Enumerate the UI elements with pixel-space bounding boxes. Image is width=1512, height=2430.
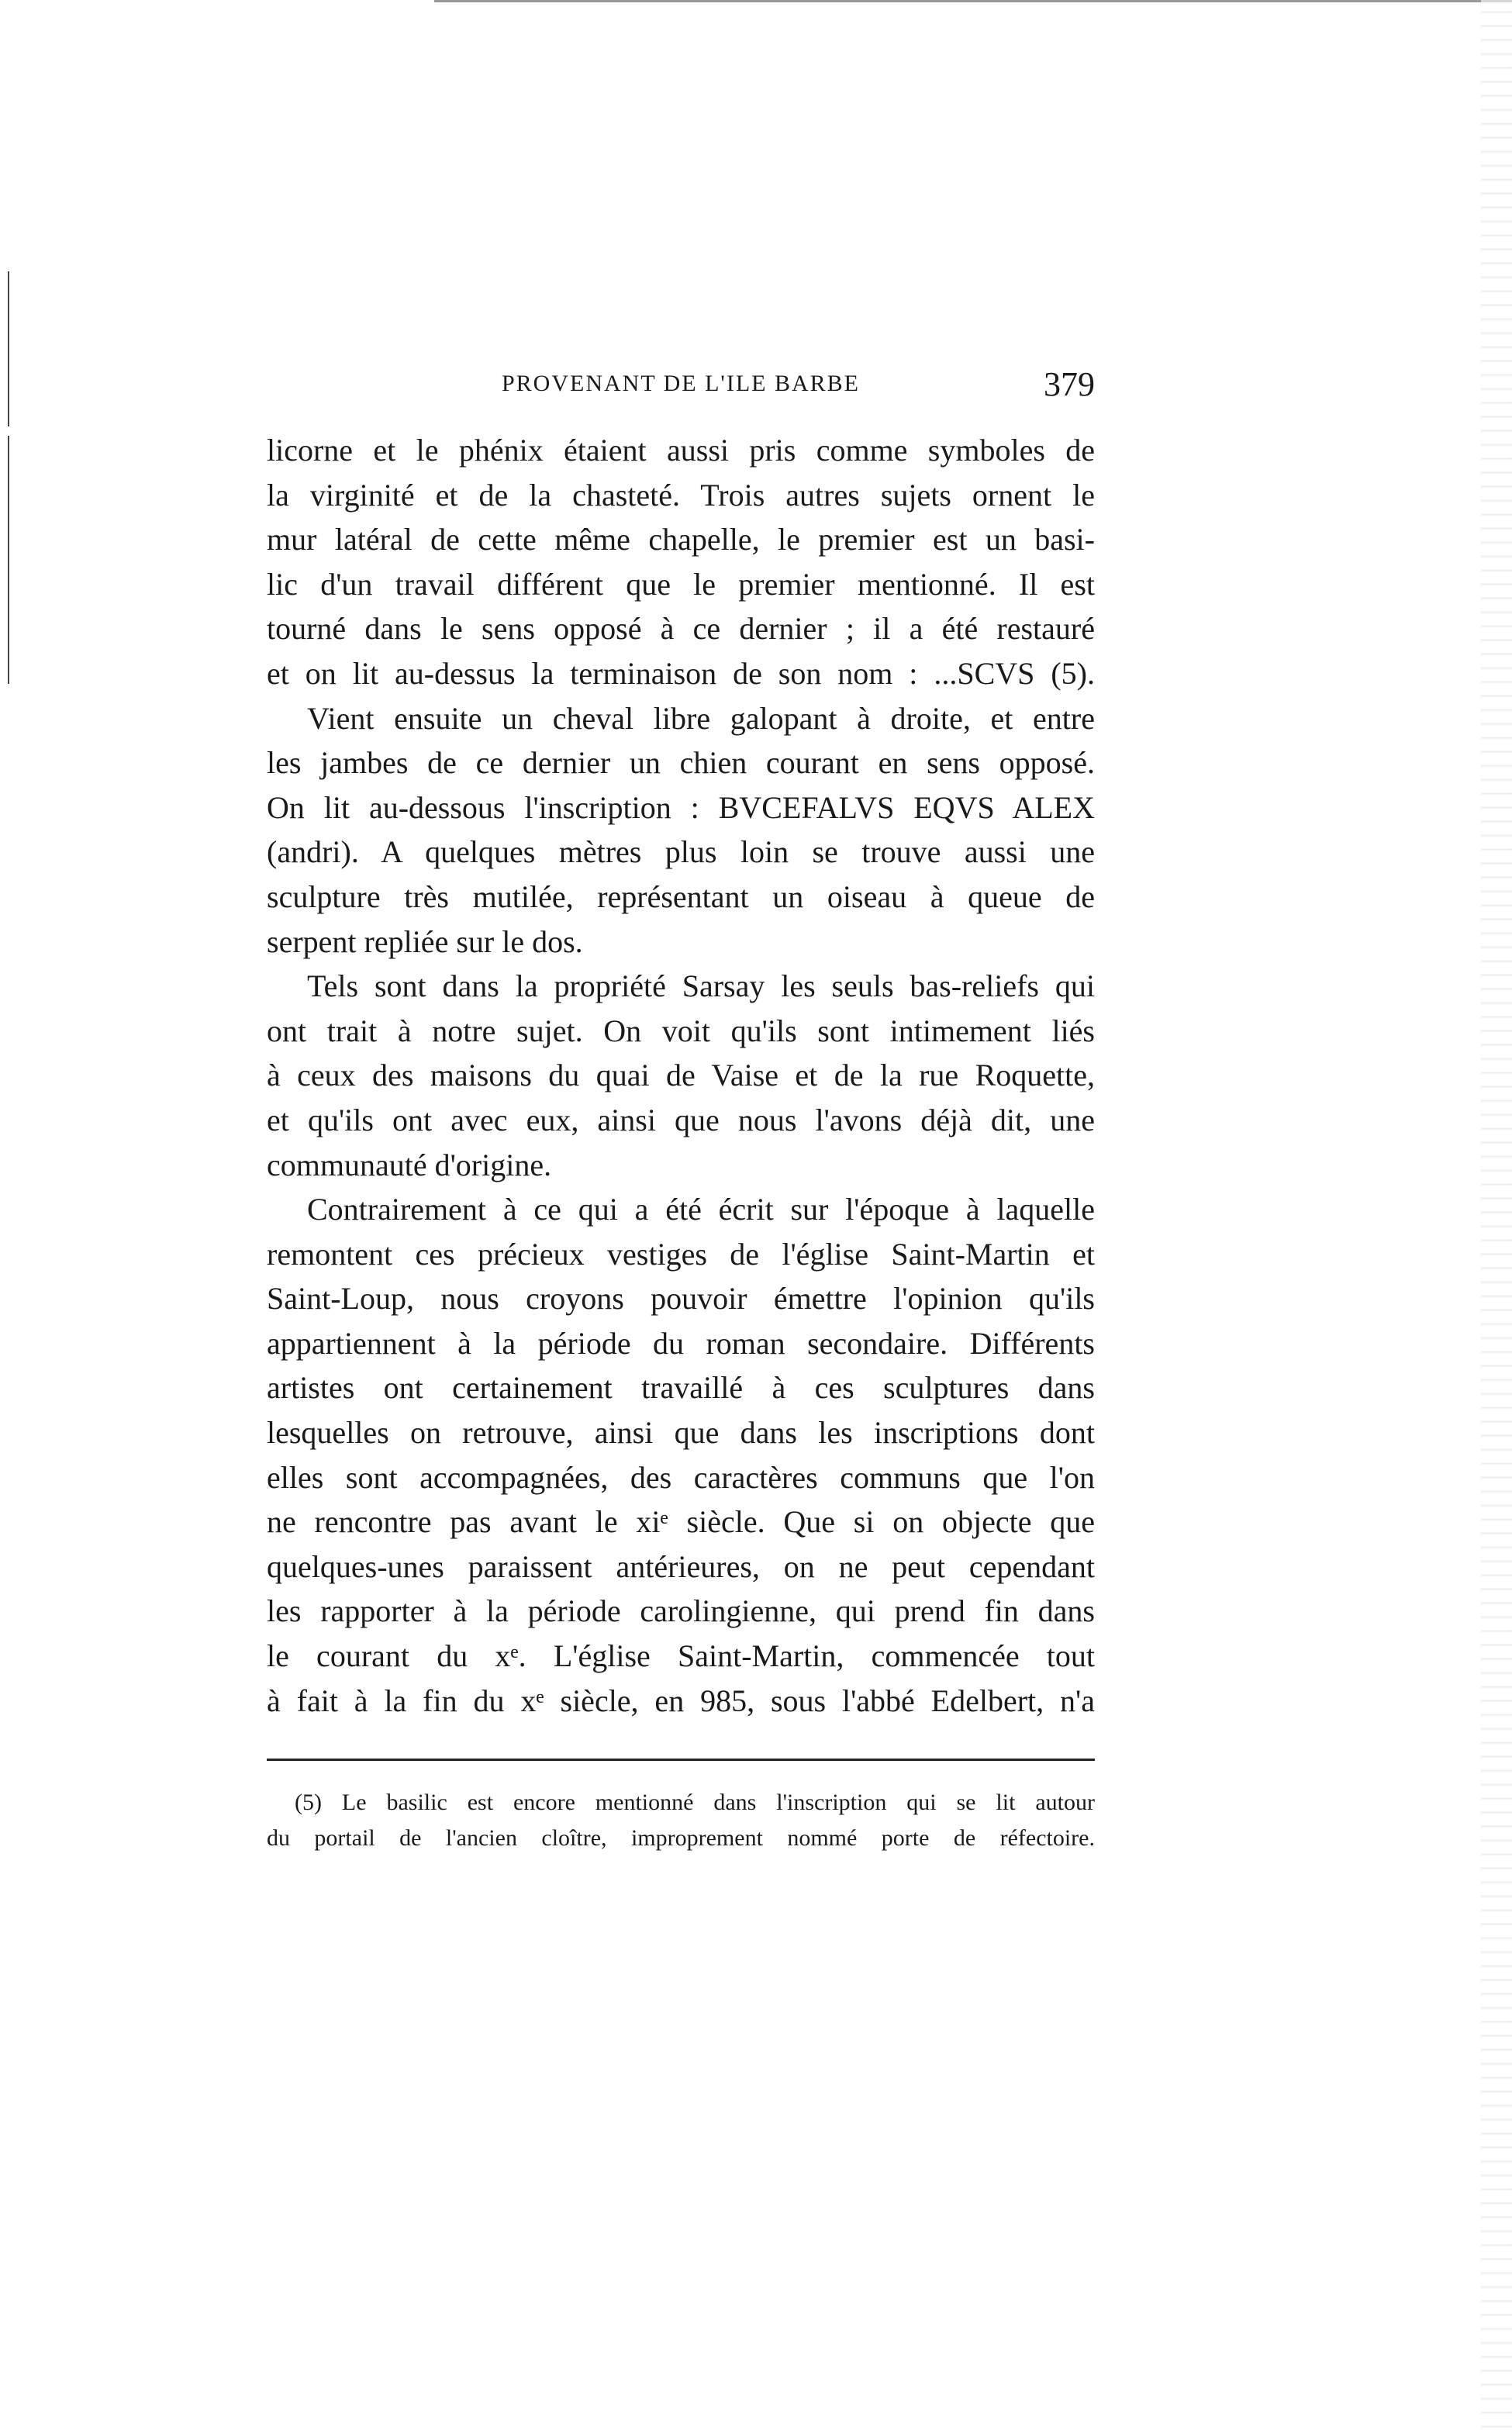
text-line: sculpture très mutilée, représentant un oiseau à queue de <box>267 878 1095 914</box>
text-line: tourné dans le sens opposé à ce dernier ; il a été restauré <box>267 611 1095 647</box>
text-line: Vient ensuite un cheval libre galopant à droite, et entre <box>307 700 1095 736</box>
text-line: le courant du xᵉ. L'église Saint-Martin, commencée tout <box>267 1638 1095 1674</box>
scan-top-edge <box>434 0 1512 2</box>
text-line: et on lit au-dessus la terminaison de son nom : ...SCVS (5). <box>267 655 1095 691</box>
text-line: communauté d'origine. <box>267 1147 552 1182</box>
text-line: Saint-Loup, nous croyons pouvoir émettre l'opinion qu'ils <box>267 1281 1095 1317</box>
footnotes <box>267 1785 1095 1856</box>
text-line: serpent repliée sur le dos. <box>267 923 583 959</box>
text-line: Contrairement à ce qui a été écrit sur l'époque à laquelle <box>307 1192 1095 1227</box>
text-line: licorne et le phénix étaient aussi pris comme symboles de <box>267 433 1095 468</box>
page-number: 379 <box>1044 365 1095 403</box>
text-line: à ceux des maisons du quai de Vaise et de la rue Roquette, <box>267 1058 1095 1093</box>
text-line: elles sont accompagnées, des caractères communs que l'on <box>267 1459 1095 1495</box>
text-line: (andri). A quelques mètres plus loin se trouve aussi une <box>267 834 1095 870</box>
running-title: PROVENANT DE L'ILE BARBE <box>501 371 860 396</box>
footnote-rule <box>267 1759 1095 1761</box>
scan-margin-line <box>8 436 9 684</box>
scan-right-edge <box>1481 0 1512 2430</box>
text-line: Tels sont dans la propriété Sarsay les seuls bas-reliefs qui <box>307 968 1095 1004</box>
text-line: la virginité et de la chasteté. Trois autres sujets ornent le <box>267 477 1095 513</box>
page-header <box>267 364 1095 411</box>
text-line: On lit au-dessous l'inscription : BVCEFALVS EQVS ALEX <box>267 789 1095 825</box>
footnote-line: (5) Le basilic est encore mentionné dans l'inscription qui se lit autour <box>295 1790 1095 1815</box>
text-line: les rapporter à la période carolingienne, qui prend fin dans <box>267 1593 1095 1629</box>
body-text <box>267 428 1095 1723</box>
text-line: à fait à la fin du xᵉ siècle, en 985, sous l'abbé Edelbert, n'a <box>267 1683 1095 1718</box>
text-line: artistes ont certainement travaillé à ces sculptures dans <box>267 1370 1095 1406</box>
text-line: appartiennent à la période du roman secondaire. Différents <box>267 1325 1095 1361</box>
footnote-line: du portail de l'ancien cloître, improprement nommé porte de réfectoire. <box>267 1825 1095 1851</box>
scan-margin-line <box>8 271 9 426</box>
text-line: mur latéral de cette même chapelle, le premier est un basi- <box>267 522 1095 557</box>
text-line: les jambes de ce dernier un chien courant en sens opposé. <box>267 745 1095 781</box>
text-line: ne rencontre pas avant le xiᵉ siècle. Que si on objecte que <box>267 1504 1095 1540</box>
text-line: lic d'un travail différent que le premier mentionné. Il est <box>267 566 1095 602</box>
text-line: ont trait à notre sujet. On voit qu'ils sont intimement liés <box>267 1013 1095 1048</box>
text-line: remontent ces précieux vestiges de l'église Saint-Martin et <box>267 1236 1095 1272</box>
text-line: lesquelles on retrouve, ainsi que dans les inscriptions dont <box>267 1415 1095 1451</box>
text-line: et qu'ils ont avec eux, ainsi que nous l'avons déjà dit, une <box>267 1102 1095 1137</box>
text-line: quelques-unes paraissent antérieures, on ne peut cependant <box>267 1548 1095 1584</box>
